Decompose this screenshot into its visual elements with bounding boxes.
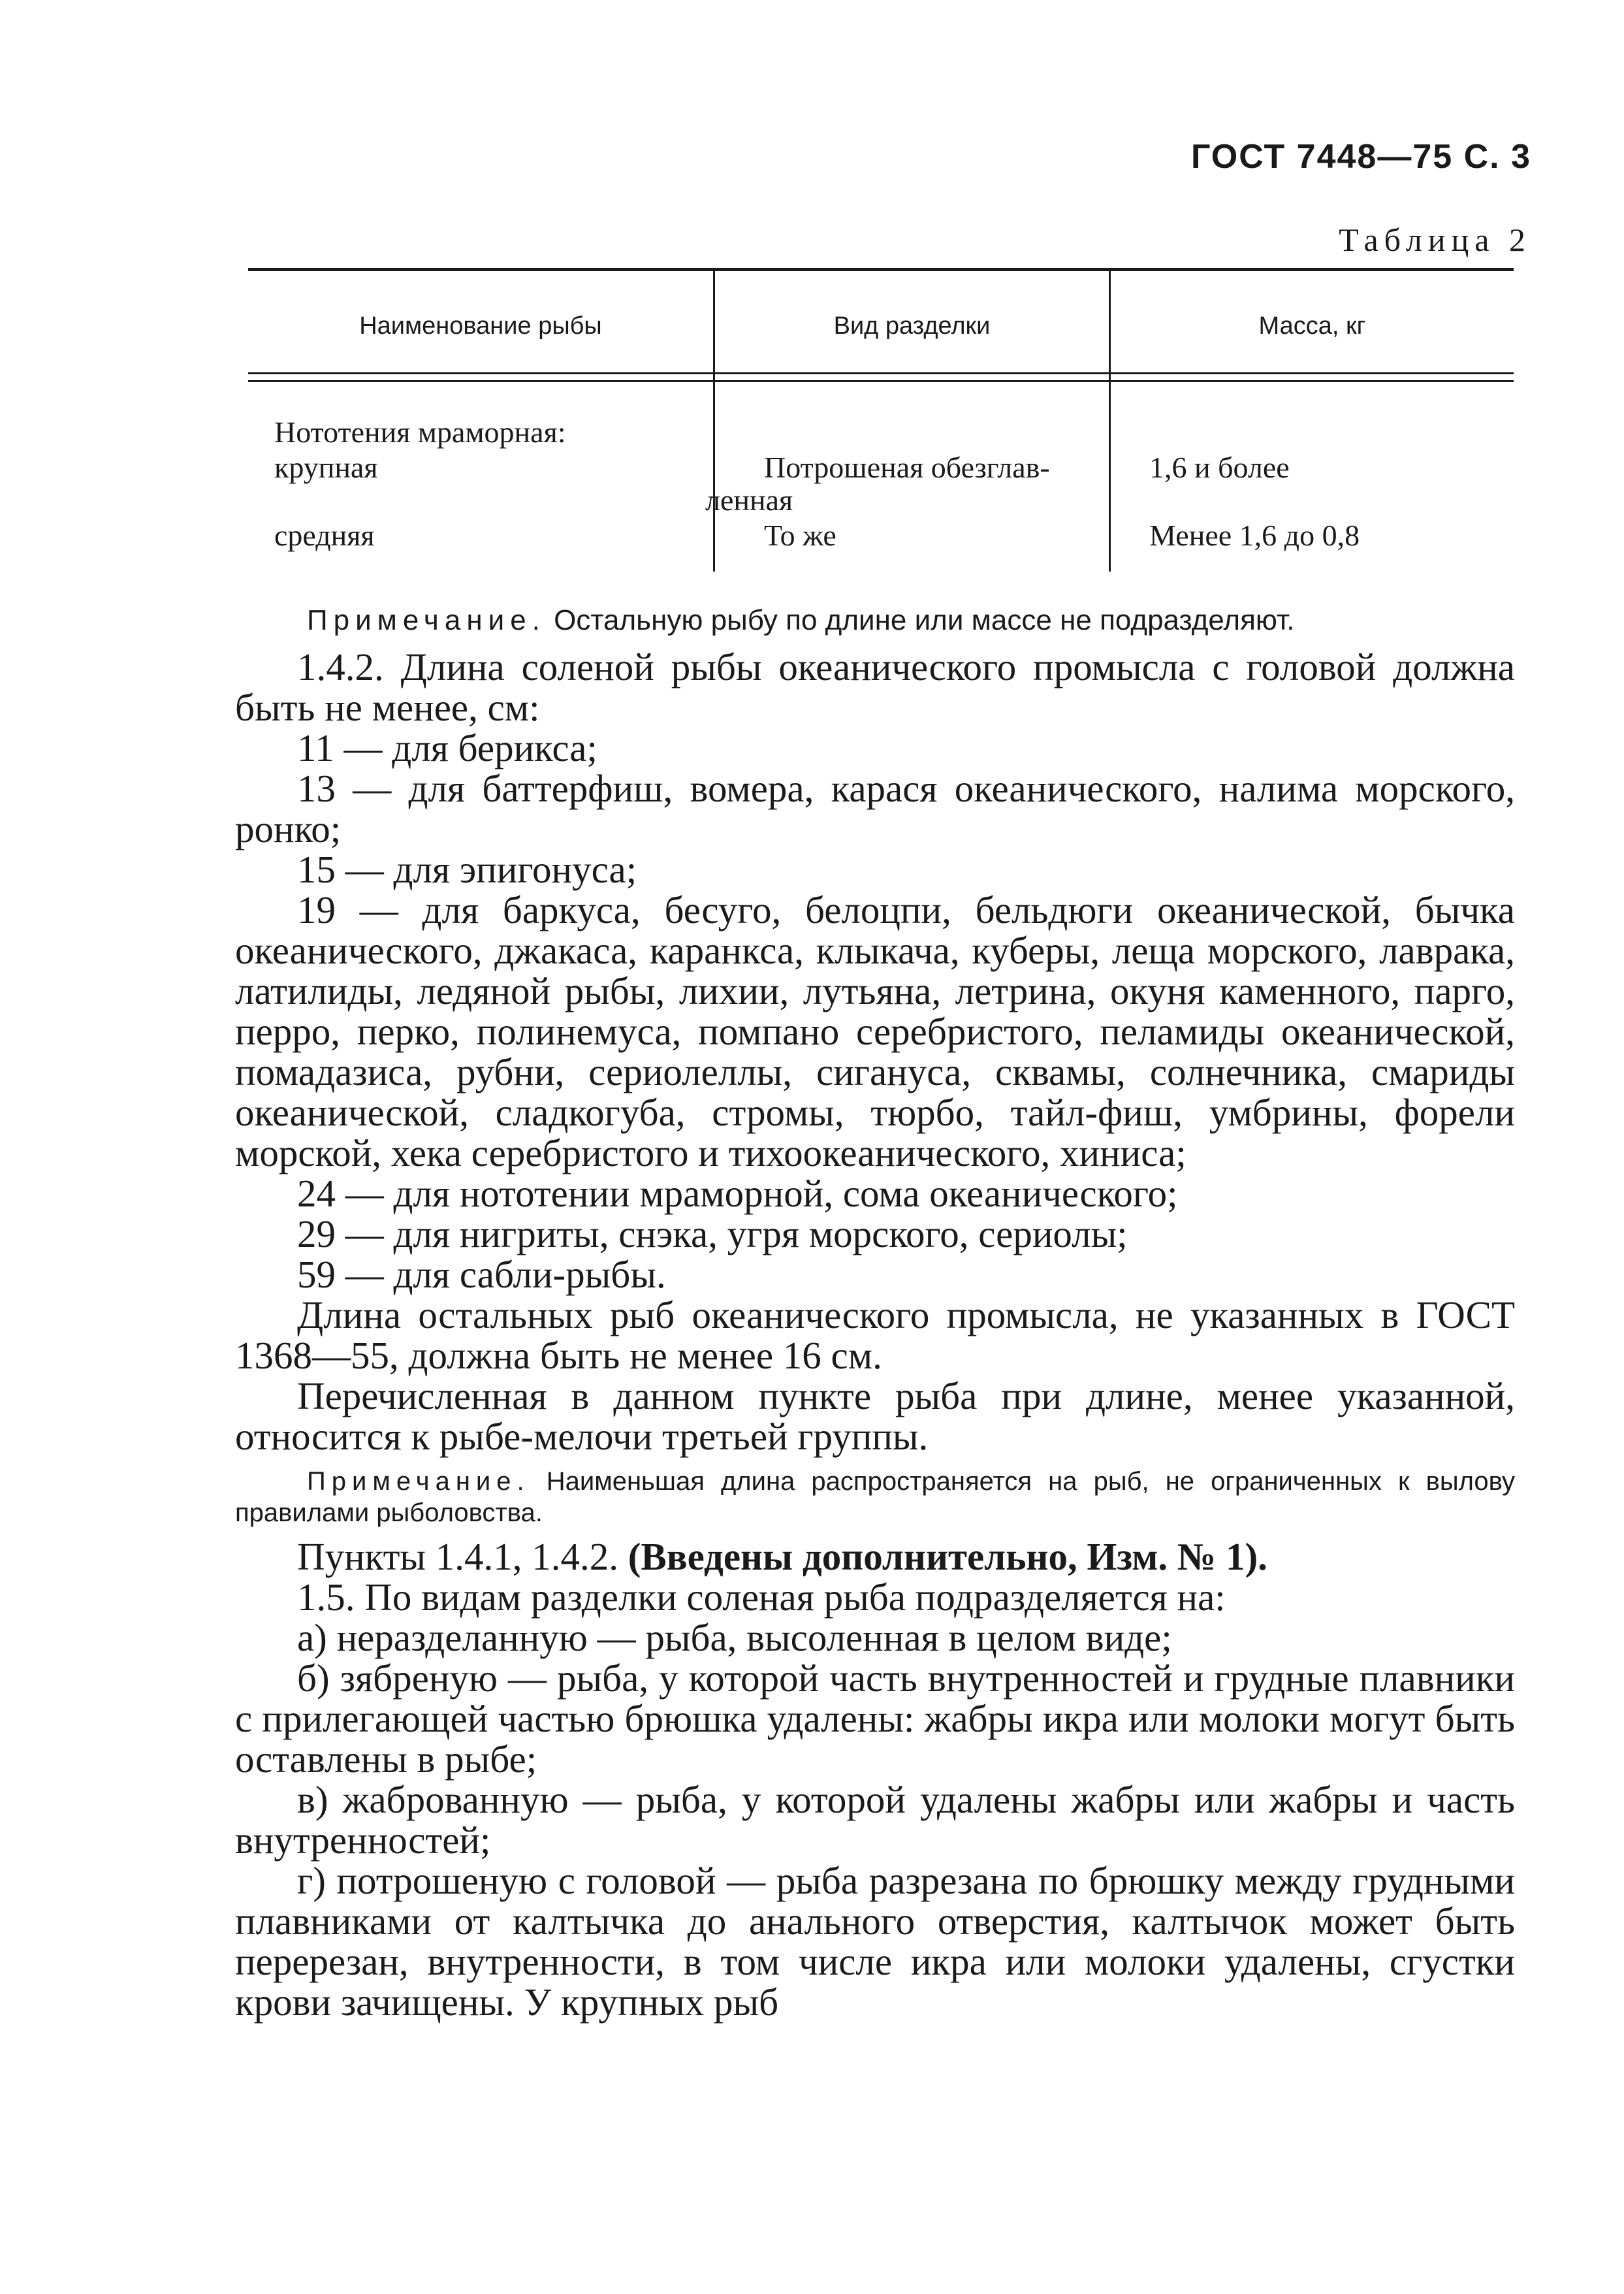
document-body (235, 647, 1515, 2022)
list-item: 24 — для нототении мраморной, сома океанического; (297, 1172, 1178, 1215)
table-cell-cut: То же (764, 519, 836, 552)
page-header: ГОСТ 7448—75 С. 3 (1190, 138, 1531, 176)
length-note-lead: Примечание. (307, 1467, 530, 1496)
length-note-text: Наименьшая длина распространяется на рыб, не ограниченных к вылову правилами рыболовства. (235, 1467, 1515, 1527)
table-note-text: Остальную рыбу по длине или массе не подразделяют. (545, 604, 1295, 636)
amendment-lead: Пункты 1.4.1, 1.4.2. (297, 1535, 628, 1578)
table-header-rule-double (248, 380, 1514, 382)
column-header-cut-type: Вид разделки (833, 312, 991, 340)
list-item: 15 — для эпигонуса; (297, 848, 637, 891)
amendment-bold: (Введены дополнительно, Изм. № 1). (628, 1535, 1267, 1578)
list-item: 59 — для сабли-рыбы. (297, 1253, 666, 1296)
table-note-lead: Примечание. (307, 604, 546, 636)
fish-table (248, 268, 1514, 575)
table-cell-name: средняя (274, 519, 375, 552)
list-item: 29 — для нигриты, снэка, угря морского, сериолы; (297, 1212, 1128, 1255)
length-note (235, 1466, 1515, 1528)
table-cell-cut: Потрошеная обезглав- (764, 451, 1050, 484)
table-cell-mass: Менее 1,6 до 0,8 (1149, 519, 1360, 552)
list-item: в) жаброванную — рыба, у которой удалены жабры или жабры и часть внутренностей; (235, 1778, 1515, 1862)
list-item: б) зябреную — рыба, у которой часть внутренностей и грудные плавники с прилегающей частью брюшка удалены: жабры икра или молоки могут быть оставлены в рыбе; (235, 1656, 1515, 1781)
table-cell-name: крупная (274, 451, 378, 484)
list-item: 11 — для берикса; (297, 726, 597, 769)
table-top-rule (248, 268, 1514, 271)
list-item: 19 — для баркуса, бесуго, белоцпи, бельдюги океанической, бычка океанического, джакаса, каранкса, клыкача, куберы, леща морского, лаврака, латилиды, ледяной рыбы, лихии, лутьяна, летрина, окуня каменного, парго, перро, перко, полинемуса, помпано серебристого, пеламиды океанической, помадазиса, рубни, сериолеллы, сигануса, сквамы, солнечника, смариды океанической, сладкогуба, стромы, тюрбо, тайл-фиш, умбрины, форели морской, хека серебристого и тихоокеанического, хиниса; (235, 888, 1515, 1174)
table-cell-cut: ленная (705, 483, 793, 517)
paragraph: Длина остальных рыб океанического промысла, не указанных в ГОСТ 1368—55, должна быть не менее 16 см. (235, 1293, 1515, 1377)
paragraph-1-5: 1.5. По видам разделки соленая рыба подразделяется на: (297, 1575, 1226, 1619)
table-note (307, 604, 1294, 637)
list-item: 13 — для баттерфиш, вомера, карася океанического, налима морского, ронко; (235, 767, 1515, 850)
list-item: г) потрошеную с головой — рыба разрезана по брюшку между грудными плавниками от калтычка до анального отверстия, калтычок может быть перерезан, внутренности, в том числе икра или молоки удалены, сгустки крови зачищены. У крупных рыб (235, 1859, 1515, 2024)
column-header-mass: Масса, кг (1258, 312, 1366, 340)
table-group-title: Нототения мраморная: (274, 415, 566, 449)
table-header-rule (248, 372, 1514, 374)
paragraph-1-4-2: 1.4.2. Длина соленой рыбы океанического промысла с головой должна быть не менее, см: (235, 645, 1515, 729)
column-header-fish-name: Наименование рыбы (359, 312, 602, 340)
paragraph: Перечисленная в данном пункте рыба при длине, менее указанной, относится к рыбе-мелочи третьей группы. (235, 1374, 1515, 1458)
list-item: а) неразделанную — рыба, высоленная в целом виде; (297, 1616, 1172, 1659)
table-label: Таблица 2 (1339, 221, 1531, 258)
amendment-line (235, 1536, 1515, 1577)
table-cell-mass: 1,6 и более (1149, 451, 1290, 484)
